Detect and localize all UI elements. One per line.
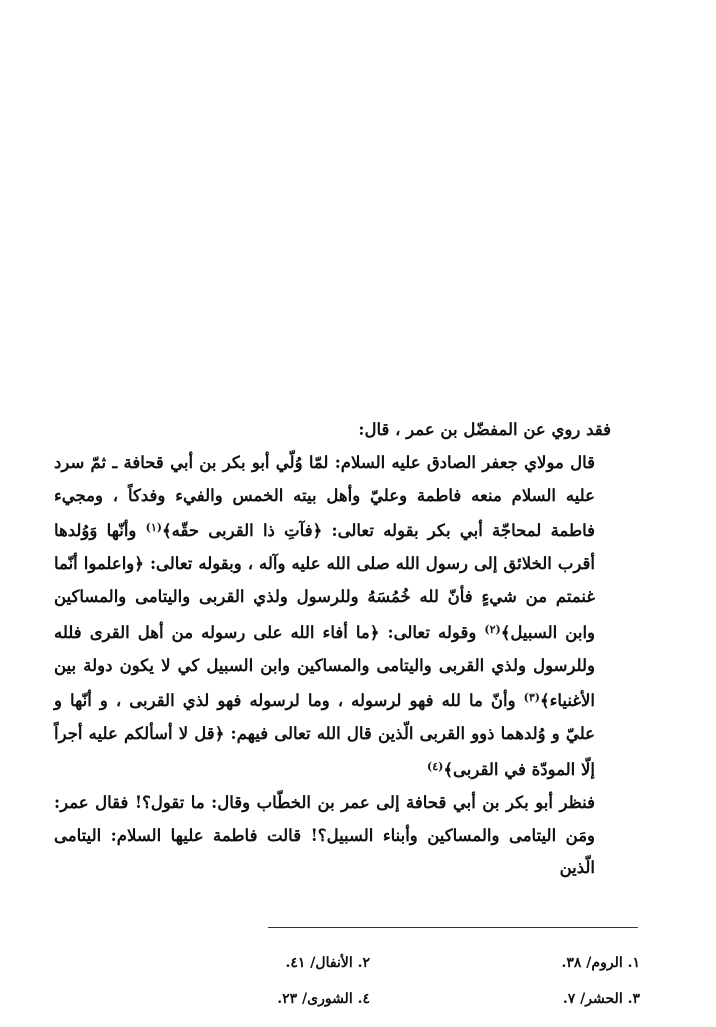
paragraph-1c-text: وقوله تعالى: ﴿ما أفاء الله على رسوله من أهل القرى فلله وللرسول ولذي القربى واليتامى والمساكين وابن السبيل كي لا يكون دولة بين الأغنياء﴾ — [54, 622, 596, 711]
footnote-3: ٣. الحشر/ ٧. — [562, 991, 640, 1007]
footnote-ref-4: (٤) — [427, 759, 444, 773]
main-text — [54, 414, 611, 885]
footnote-divider — [268, 927, 638, 928]
paragraph-1b-text: وأنّها وَوُلدها أقرب الخلائق إلى رسول الله صلى الله عليه وآله ، وبقوله تعالى: ﴿واعلموا أنّما غنمتم من شيءٍ فأنّ لله خُمُسَهُ وللرسول ولذي القربى واليتامى والمساكين وابن السبيل﴾ — [54, 521, 596, 642]
footnote-row — [100, 945, 640, 981]
footnote-1: ١. الروم/ ٣٨. — [561, 955, 640, 971]
footnotes — [100, 945, 640, 1017]
footnote-ref-1: (١) — [145, 521, 162, 535]
paragraph-1d-text: وأنّ ما لله فهو لرسوله ، وما لرسوله فهو لذي القربى ، و أنّها و عليّ و وُلدهما ذوو القربى الّذين قال الله تعالى فيهم: ﴿قل لا أسألكم عليه أجراً إلّا المودّة في القربى﴾ — [54, 691, 595, 779]
paragraph-1 — [54, 447, 611, 787]
footnote-2: ٢. الأنفال/ ٤١. — [285, 955, 370, 971]
footnote-ref-2: (٢) — [484, 622, 501, 636]
footnote-4: ٤. الشورى/ ٢٣. — [277, 991, 370, 1007]
footnote-ref-3: (٣) — [523, 691, 540, 705]
paragraph-1-text: قال مولاي جعفر الصادق عليه السلام: لمّا وُلّي أبو بكر بن أبي قحافة ـ ثمّ سرد عليه السلام منعه فاطمة وعليّ وأهل بيته الخمس والفيء وفدكاً ، ومجيء فاطمة لمحاجّة أبي بكر بقوله تعالى: ﴿فآتِ ذا القربى حقّه﴾ — [54, 452, 596, 541]
intro-line: فقد روي عن المفضّل بن عمر ، قال: — [358, 420, 611, 439]
footnote-row — [100, 981, 640, 1017]
paragraph-2: فنظر أبو بكر بن أبي قحافة إلى عمر بن الخطّاب وقال: ما تقول؟! فقال عمر: ومَن اليتامى والمساكين وأبناء السبيل؟! قالت فاطمة عليها السلام: اليتامى الّذين — [54, 792, 595, 878]
